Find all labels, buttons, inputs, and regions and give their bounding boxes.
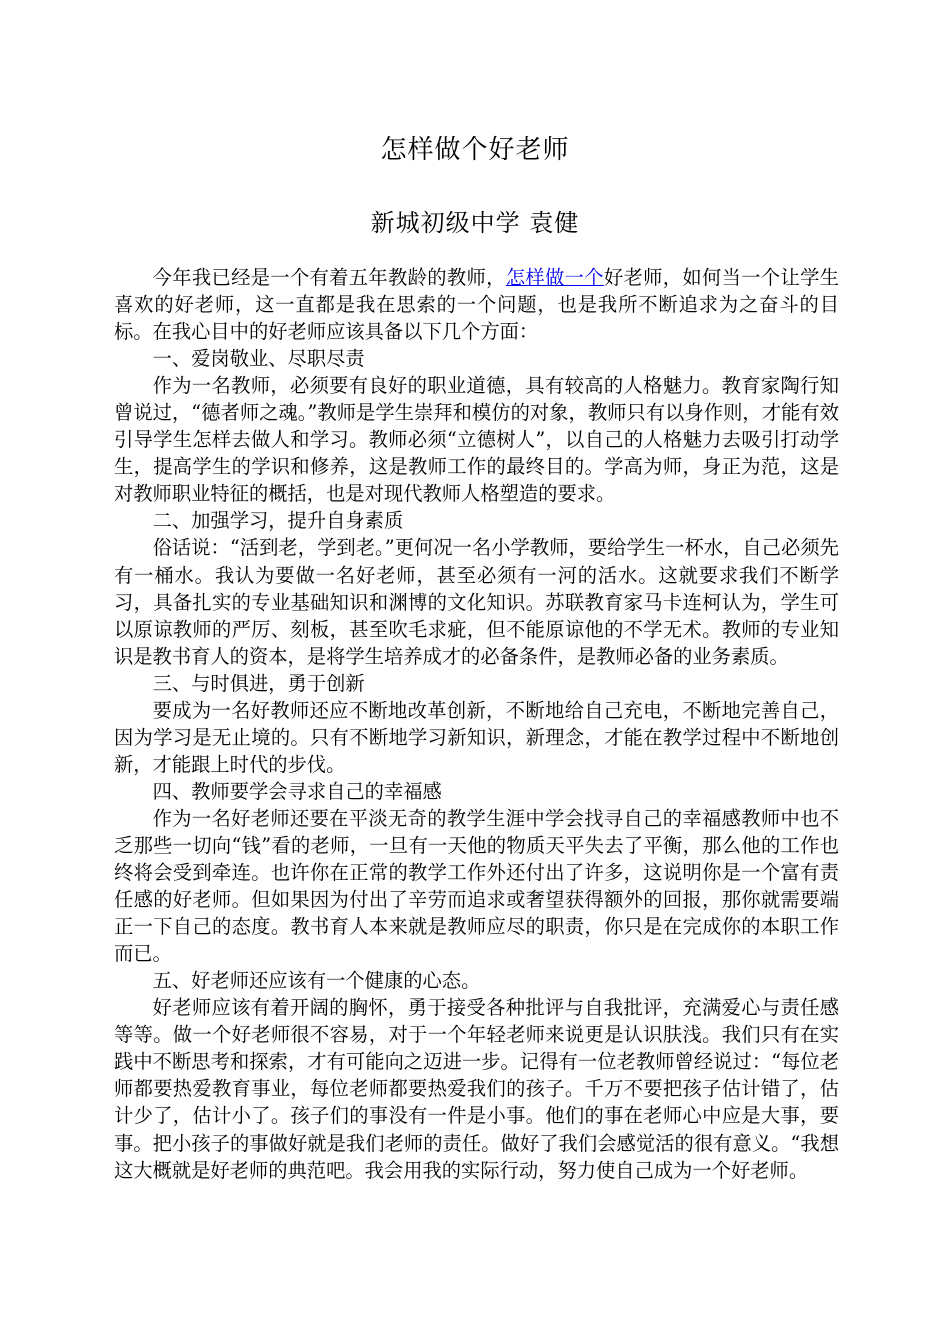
document-body <box>114 264 839 1184</box>
section-paragraph-2: 俗话说：“活到老，学到老。”更何况一名小学教师，要给学生一杯水，自己必须先有一桶水。我认为要做一名好老师，甚至必须有一河的活水。这就要求我们不断学习，具备扎实的专业基础知识和渊博的文化知识。苏联教育家马卡连柯认为，学生可以原谅教师的严厉、刻板，甚至吹毛求疵，但不能原谅他的不学无术。教师的专业知识是教书育人的资本，是将学生培养成才的必备条件，是教师必备的业务素质。 <box>114 536 839 668</box>
section-heading-4: 四、教师要学会寻求自己的幸福感 <box>152 779 442 803</box>
author-byline: 新城初级中学 袁健 <box>370 209 580 237</box>
section-paragraph-5: 好老师应该有着开阔的胸怀，勇于接受各种批评与自我批评，充满爱心与责任感等等。做一个好老师很不容易，对于一个年轻老师来说更是认识肤浅。我们只有在实践中不断思考和探索，才有可能向之迈进一步。记得有一位老教师曾经说过：“每位老师都要热爱教育事业，每位老师都要热爱我们的孩子。千万不要把孩子估计错了，估计少了，估计小了。孩子们的事没有一件是小事。他们的事在老师心中应是大事，要事。把小孩子的事做好就是我们老师的责任。做好了我们会感觉活的很有意义。“我想这大概就是好老师的典范吧。我会用我的实际行动，努力使自己成为一个好老师。 <box>114 996 839 1182</box>
intro-paragraph <box>114 264 839 345</box>
section-heading-3: 三、与时俱进，勇于创新 <box>152 671 365 695</box>
section-paragraph-3: 要成为一名好教师还应不断地改革创新，不断地给自己充电，不断地完善自己，因为学习是无止境的。只有不断地学习新知识，新理念，才能在教学过程中不断地创新，才能跟上时代的步伐。 <box>114 698 839 776</box>
section-heading-2: 二、加强学习，提升自身素质 <box>152 509 404 533</box>
section-paragraph-4: 作为一名好老师还要在平淡无奇的教学生涯中学会找寻自己的幸福感教师中也不乏那些一切向“钱”看的老师，一旦有一天他的物质天平失去了平衡，那么他的工作也终将会受到牵连。也许你在正常的教学工作外还付出了许多，这说明你是一个富有责任感的好老师。但如果因为付出了辛劳而追求或奢望获得额外的回报，那你就需要端正一下自己的态度。教书育人本来就是教师应尽的职责，你只是在完成你的本职工作而已。 <box>114 806 839 966</box>
document-title: 怎样做个好老师 <box>380 135 570 165</box>
section-paragraph-1: 作为一名教师，必须要有良好的职业道德，具有较高的人格魅力。教育家陶行知曾说过，“德者师之魂。”教师是学生崇拜和模仿的对象，教师只有以身作则，才能有效引导学生怎样去做人和学习。教师必须“立德树人”，以自己的人格魅力去吸引打动学生，提高学生的学识和修养，这是教师工作的最终目的。学高为师，身正为范，这是对教师职业特征的概括，也是对现代教师人格塑造的要求。 <box>114 374 839 506</box>
intro-text-before-link: 今年我已经是一个有着五年教龄的教师， <box>152 266 506 289</box>
intro-link[interactable]: 怎样做一个 <box>505 266 604 289</box>
section-heading-5: 五、好老师还应该有一个健康的心态。 <box>152 969 481 993</box>
intro-text-after-link: 好老师，如何当一个让学生喜欢的好老师，这一直都是我在思索的一个问题，也是我所不断追求为之奋斗的目标。在我心目中的好老师应该具备以下几个方面： <box>114 266 840 344</box>
section-heading-1: 一、爱岗敬业、尽职尽责 <box>152 347 365 371</box>
